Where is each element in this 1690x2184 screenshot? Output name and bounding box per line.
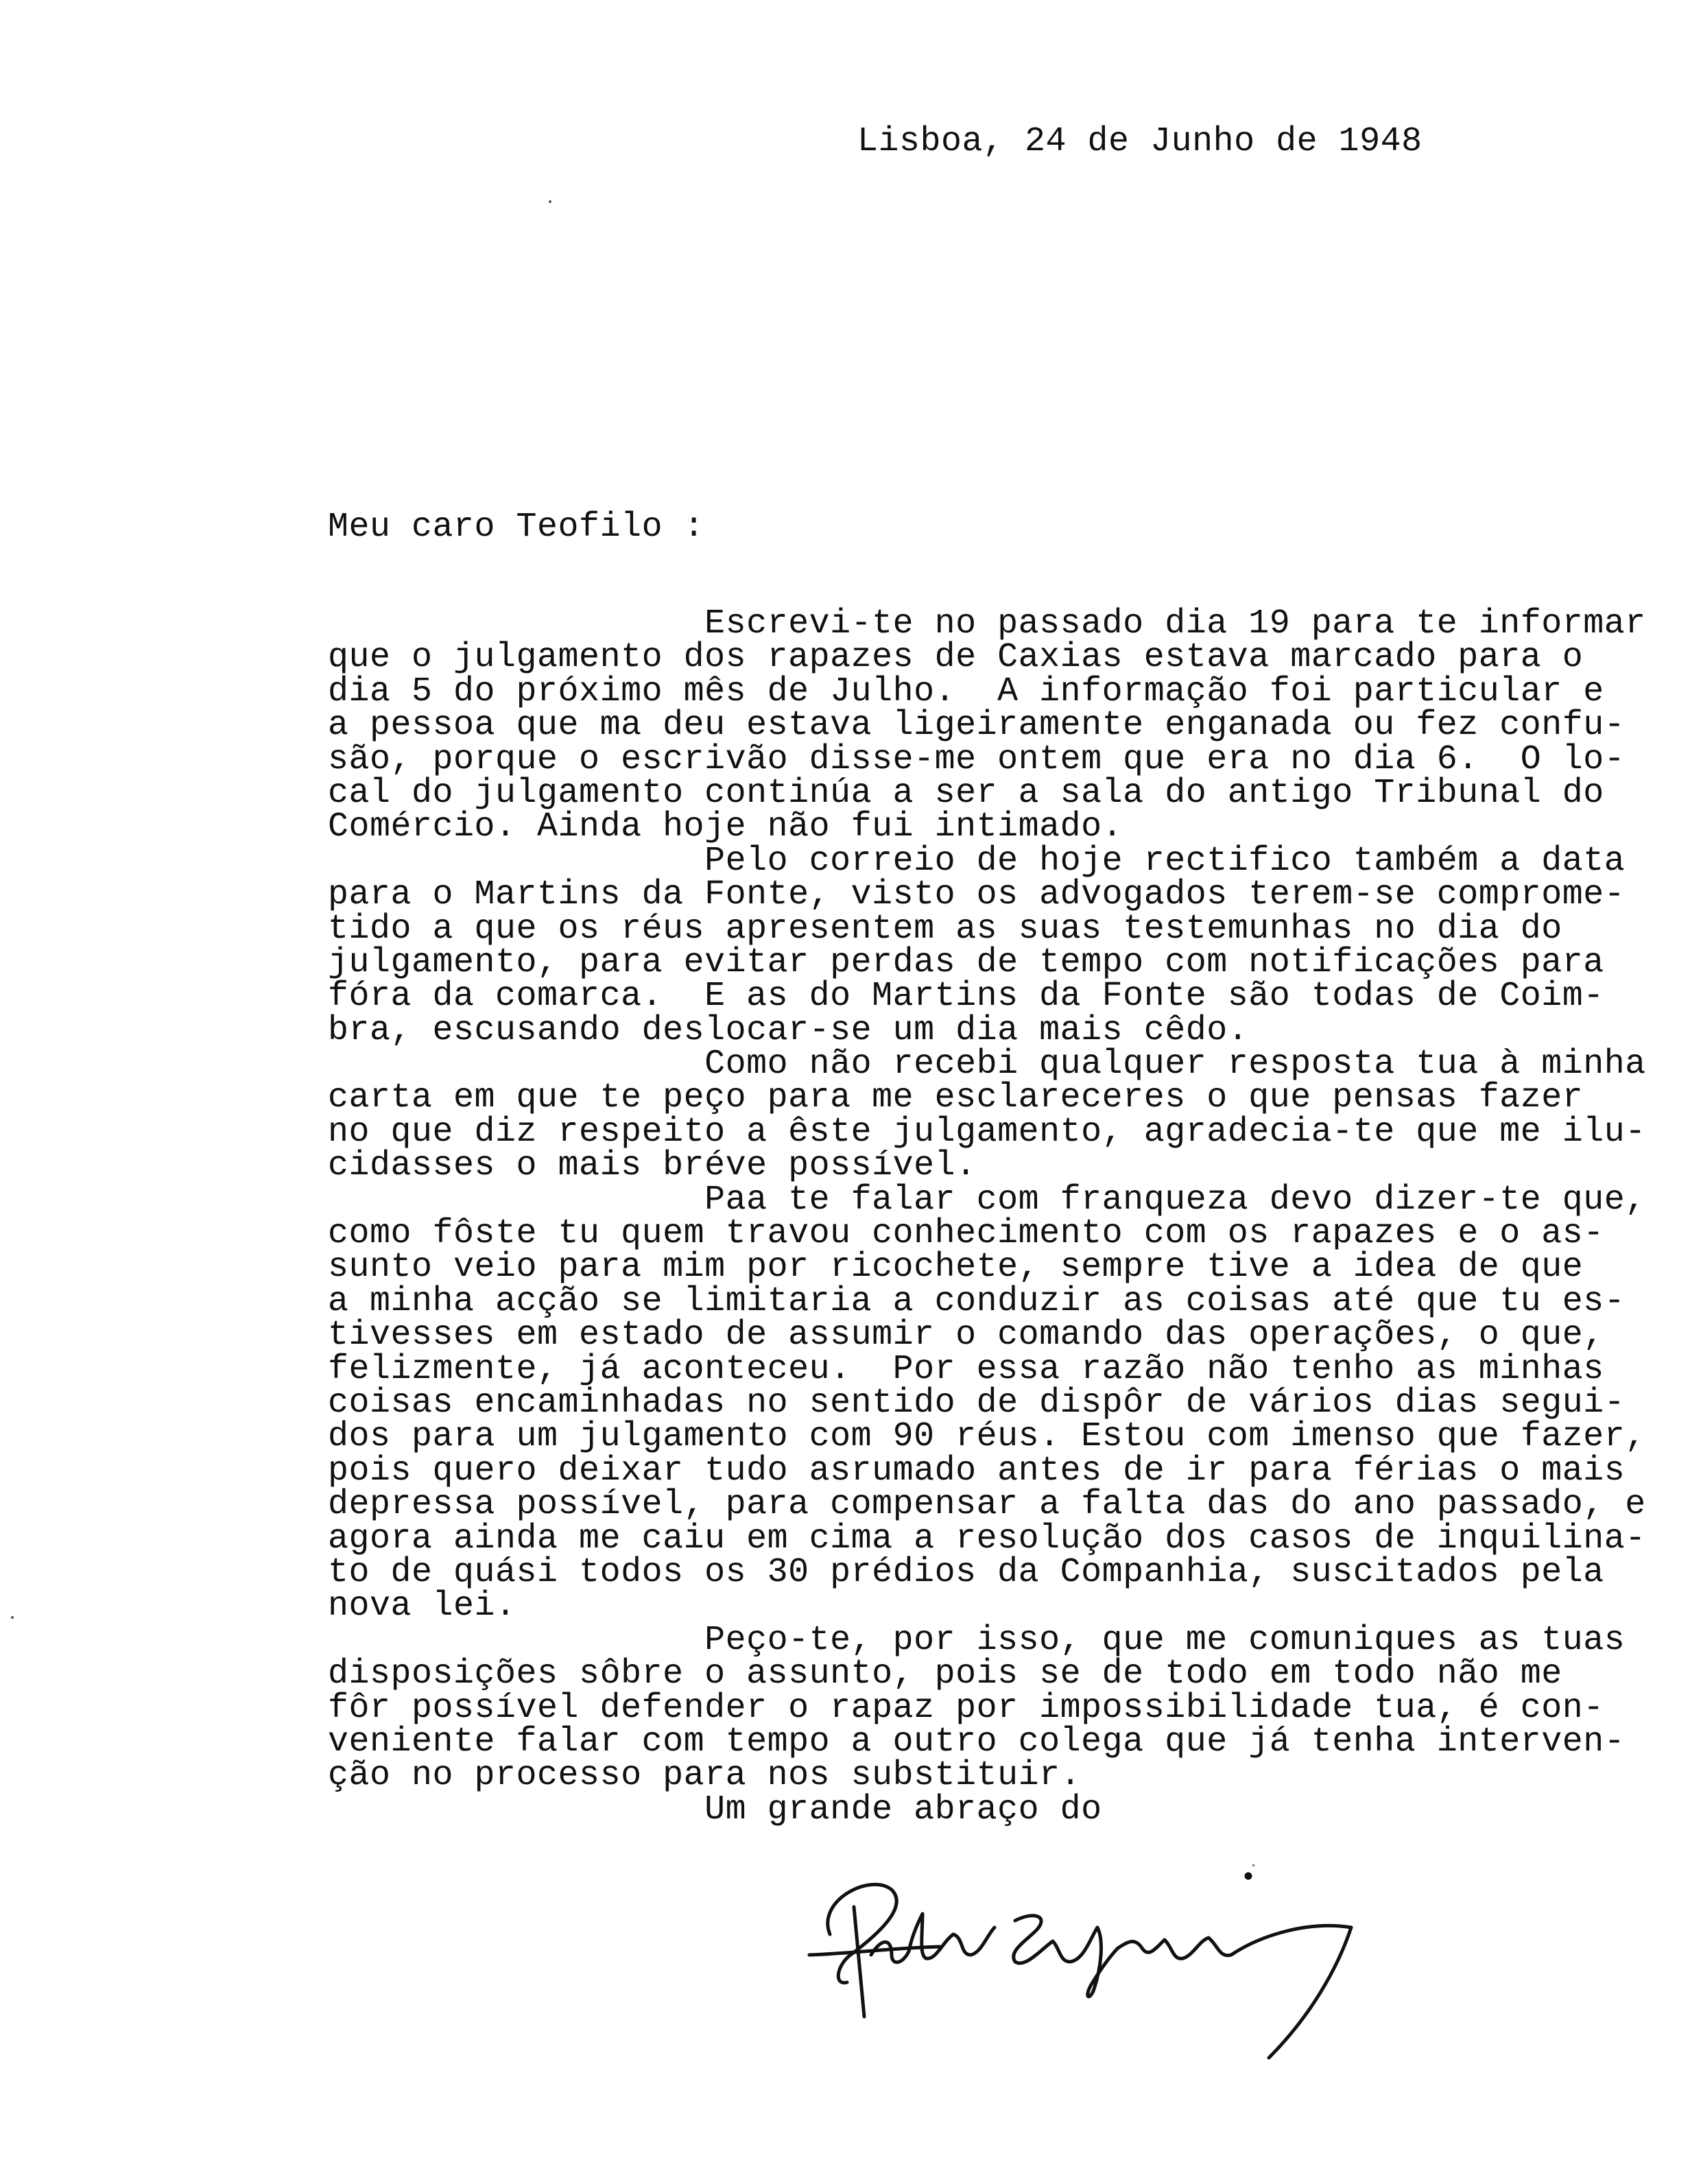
- body-line: nova lei.: [328, 1587, 516, 1626]
- body-line: que o julgamento dos rapazes de Caxias estava marcado para o: [328, 638, 1584, 678]
- letter-body: [328, 604, 1646, 1829]
- body-line: sunto veio para mim por ricochete, sempre tive a idea de que: [328, 1248, 1584, 1287]
- letter-salutation: Meu caro Teofilo :: [328, 508, 705, 547]
- body-line: Escrevi-te no passado dia 19 para te informar: [328, 604, 1646, 643]
- body-line: julgamento, para evitar perdas de tempo com notificações para: [328, 942, 1604, 982]
- body-line: dia 5 do próximo mês de Julho. A informação foi particular e: [328, 672, 1604, 711]
- body-line: Pelo correio de hoje rectifico também a data: [328, 841, 1626, 881]
- letter-date: Lisboa, 24 de Junho de 1948: [857, 122, 1423, 161]
- body-line: agora ainda me caiu em cima a resolução dos casos de inquilina-: [328, 1519, 1646, 1558]
- body-line: cidasses o mais bréve possível.: [328, 1146, 977, 1186]
- body-line: Um grande abraço do: [328, 1790, 1102, 1829]
- handwritten-signature: [789, 1852, 1406, 2092]
- body-line: fôr possível defender o rapaz por impossibilidade tua, é con-: [328, 1688, 1604, 1728]
- body-line: fóra da comarca. E as do Martins da Fonte são todas de Coim-: [328, 977, 1604, 1017]
- body-line: disposições sôbre o assunto, pois se de todo em todo não me: [328, 1654, 1562, 1694]
- body-line: Paa te falar com franqueza devo dizer-te que,: [328, 1180, 1646, 1220]
- body-line: veniente falar com tempo a outro colega que já tenha interven-: [328, 1722, 1626, 1761]
- body-line: a minha acção se limitaria a conduzir as coisas até que tu es-: [328, 1281, 1626, 1321]
- body-line: são, porque o escrivão disse-me ontem que era no dia 6. O lo-: [328, 739, 1626, 779]
- body-line: tido a que os réus apresentem as suas testemunhas no dia do: [328, 909, 1562, 949]
- body-line: no que diz respeito a êste julgamento, agradecia-te que me ilu-: [328, 1112, 1646, 1152]
- body-line: para o Martins da Fonte, visto os advogados terem-se comprome-: [328, 875, 1626, 915]
- body-line: felizmente, já aconteceu. Por essa razão não tenho as minhas: [328, 1349, 1604, 1389]
- body-line: dos para um julgamento com 90 réus. Estou com imenso que fazer,: [328, 1417, 1646, 1457]
- body-line: Peço-te, por isso, que me comuniques as tuas: [328, 1620, 1626, 1660]
- body-line: depressa possível, para compensar a falta das do ano passado, e: [328, 1485, 1646, 1525]
- paper-speck: [549, 200, 551, 203]
- body-line: Como não recebi qualquer resposta tua à minha: [328, 1045, 1646, 1084]
- body-line: a pessoa que ma deu estava ligeiramente enganada ou fez confu-: [328, 706, 1626, 746]
- body-line: carta em que te peço para me esclareceres o que pensas fazer: [328, 1078, 1584, 1118]
- body-line: pois quero deixar tudo asrumado antes de ir para férias o mais: [328, 1451, 1626, 1491]
- paper-speck: [1252, 1864, 1254, 1866]
- body-line: cal do julgamento continúa a ser a sala do antigo Tribunal do: [328, 773, 1604, 813]
- body-line: Comércio. Ainda hoje não fui intimado.: [328, 807, 1123, 847]
- paper-speck: [11, 1616, 14, 1619]
- body-line: ção no processo para nos substituir.: [328, 1756, 1082, 1796]
- body-line: tivesses em estado de assumir o comando das operações, o que,: [328, 1316, 1604, 1355]
- body-line: coisas encaminhadas no sentido de dispôr de vários dias segui-: [328, 1383, 1626, 1423]
- body-line: to de quási todos os 30 prédios da Companhia, suscitados pela: [328, 1552, 1604, 1592]
- body-line: bra, escusando deslocar-se um dia mais cêdo.: [328, 1010, 1249, 1050]
- body-line: como fôste tu quem travou conhecimento com os rapazes e o as-: [328, 1214, 1604, 1254]
